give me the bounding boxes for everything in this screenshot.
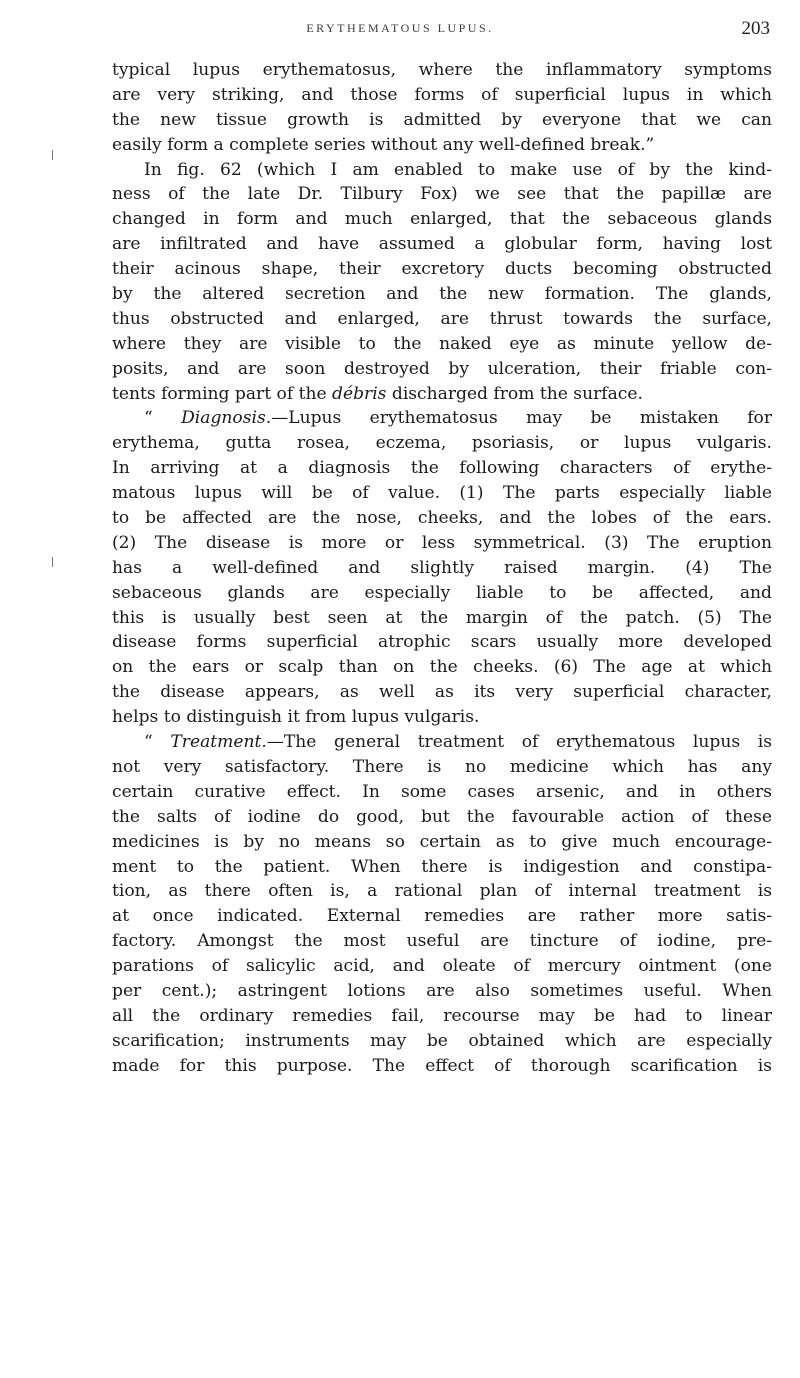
page-number: 203 [741, 18, 770, 39]
text-line: to be affected are the nose, cheeks, and the lobes of the ears. [112, 508, 772, 529]
text-line: are infiltrated and have assumed a globular form, having lost [112, 234, 772, 255]
text-line: erythema, gutta rosea, eczema, psoriasis, or lupus vulgaris. [112, 433, 772, 454]
text-line: disease forms superficial atrophic scars usually more developed [112, 632, 772, 653]
text-line: by the altered secretion and the new formation. The glands, [112, 284, 772, 305]
text-line: where they are visible to the naked eye as minute yellow de- [112, 333, 772, 354]
text-line: easily form a complete series without any well-defined break.” [112, 134, 655, 155]
text-line: ment to the patient. When there is indigestion and constipa- [112, 856, 772, 877]
running-title: ERYTHEMATOUS LUPUS. [306, 21, 494, 35]
text-line: the new tissue growth is admitted by everyone that we can [112, 109, 772, 130]
text-line: all the ordinary remedies fail, recourse may be had to linear [112, 1005, 772, 1026]
text-segment: —The general treatment of erythematous lupus is [266, 732, 772, 753]
text-segment: —Lupus erythematosus may be mistaken for [271, 408, 772, 429]
text-line: certain curative effect. In some cases arsenic, and in others [112, 781, 772, 802]
text-line: the disease appears, as well as its very superficial character, [112, 682, 772, 703]
margin-mark [52, 557, 53, 567]
text-line: scarification; instruments may be obtained which are especially [112, 1030, 772, 1051]
text-segment: tents forming part of the [112, 383, 333, 404]
text-line: In fig. 62 (which I am enabled to make use of by the kind- [144, 159, 772, 180]
body-text [112, 58, 772, 1079]
text-line: In arriving at a diagnosis the following characters of erythe- [112, 458, 772, 479]
running-header [0, 18, 800, 42]
section-heading-treatment: Treatment. [170, 732, 267, 753]
text-line: their acinous shape, their excretory ducts becoming obstructed [112, 259, 772, 280]
text-line: helps to distinguish it from lupus vulgaris. [112, 707, 480, 728]
text-line: parations of salicylic acid, and oleate of mercury ointment (one [112, 956, 772, 977]
text-line: are very striking, and those forms of superficial lupus in which [112, 84, 772, 105]
open-quote: “ [144, 408, 182, 429]
margin-mark [52, 150, 53, 160]
open-quote: “ [144, 732, 171, 753]
text-line [112, 406, 772, 431]
text-line: not very satisfactory. There is no medicine which has any [112, 756, 772, 777]
text-line: made for this purpose. The effect of thorough scarification is [112, 1055, 772, 1076]
text-line: tion, as there often is, a rational plan of internal treatment is [112, 881, 772, 902]
text-line: (2) The disease is more or less symmetrical. (3) The eruption [112, 532, 772, 553]
text-line: per cent.); astringent lotions are also sometimes useful. When [112, 980, 772, 1001]
text-line: this is usually best seen at the margin of the patch. (5) The [112, 607, 772, 628]
text-line: typical lupus erythematosus, where the inflammatory symptoms [112, 60, 772, 80]
text-line: matous lupus will be of value. (1) The parts especially liable [112, 483, 772, 504]
text-line [112, 382, 772, 407]
text-line: posits, and are soon destroyed by ulceration, their friable con- [112, 358, 772, 379]
text-line: on the ears or scalp than on the cheeks. (6) The age at which [112, 657, 772, 678]
text-line [112, 730, 772, 755]
text-line: sebaceous glands are especially liable to be affected, and [112, 582, 772, 603]
text-line: at once indicated. External remedies are rather more satis- [112, 906, 772, 927]
text-line: medicines is by no means so certain as to give much encourage- [112, 831, 772, 852]
text-line: factory. Amongst the most useful are tincture of iodine, pre- [112, 931, 772, 952]
text-line: changed in form and much enlarged, that the sebaceous glands [112, 209, 772, 230]
text-line: ness of the late Dr. Tilbury Fox) we see that the papillæ are [112, 184, 772, 205]
text-line: has a well-defined and slightly raised margin. (4) The [112, 557, 772, 578]
italic-term: débris [332, 383, 387, 404]
section-heading-diagnosis: Diagnosis. [181, 408, 272, 429]
text-line: thus obstructed and enlarged, are thrust towards the surface, [112, 308, 772, 329]
text-line: the salts of iodine do good, but the favourable action of these [112, 806, 772, 827]
text-segment: discharged from the surface. [386, 383, 643, 404]
